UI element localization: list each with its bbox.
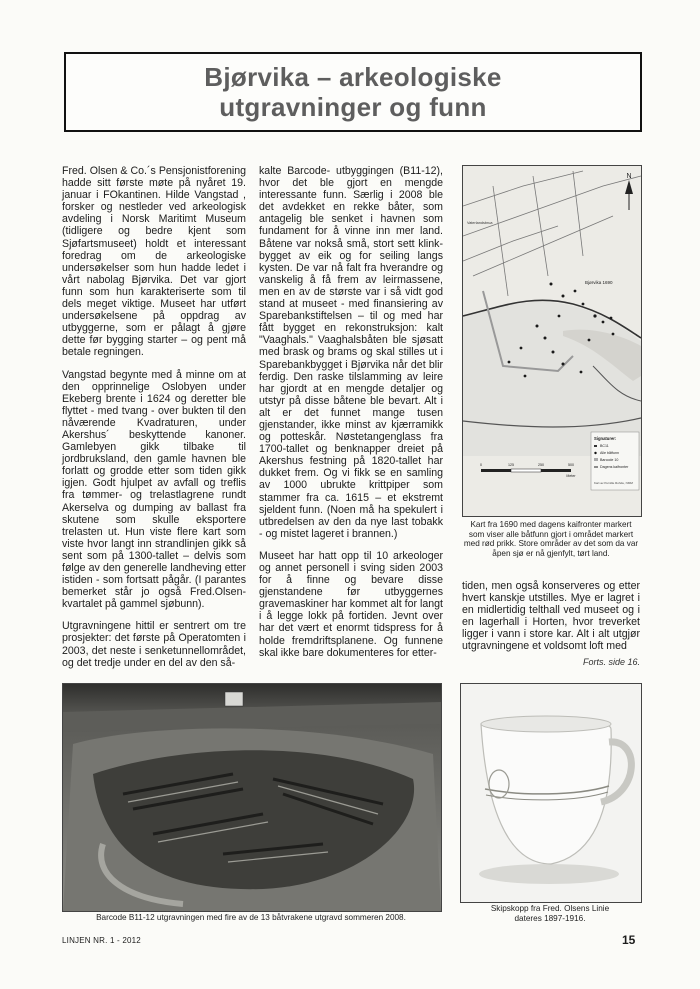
svg-text:0: 0 (480, 463, 482, 467)
historic-map (462, 165, 642, 517)
map-caption: Kart fra 1690 med dagens kaifronter markert som viser alle båtfunn gjort i området markert med rød prikk. Store områder av det som da var åpen sjø er nå gjenfylt, tørt land. (463, 520, 639, 558)
text-column-2 (259, 165, 443, 669)
article-title-line-2: utgravninger og funn (219, 92, 487, 122)
excavation-photo (62, 683, 442, 912)
page-number: 15 (622, 933, 636, 947)
map-label-side: Vaterlandsbrua (467, 221, 493, 225)
legend-title: Signaturer: (594, 436, 617, 441)
cup-caption-line-1: Skipskopp fra Fred. Olsens Linie (490, 904, 610, 913)
text-column-3 (462, 580, 640, 653)
cup-caption (460, 904, 640, 923)
text-column-1 (62, 165, 246, 679)
article-title-line-1: Bjørvika – arkeologiske (204, 62, 502, 92)
cup-image (461, 684, 641, 902)
title-box (64, 52, 642, 132)
publication-footer: LINJEN NR. 1 - 2012 (62, 936, 141, 945)
map-image (463, 166, 641, 516)
map-credit: Kart av Pernille Rohde, NMM (594, 481, 633, 485)
legend-item: BC11 (600, 444, 609, 448)
svg-text:250: 250 (538, 463, 544, 467)
compass-label: N (626, 173, 632, 180)
svg-text:500: 500 (568, 463, 574, 467)
paragraph: Fred. Olsen & Co.´s Pensjonistforening hadde sitt første møte på nyåret 19. januar i FOkantinen. Hilde Vangstad , forsker og nestleder ved arkeologisk avdeling i Norsk Maritimt Museum (tidligere og bedre kjent som Sjøfartsmuseet) holdt et interessant foredrag om de arkeologiske undersøkelser som hun hadde ledet i vårt nabolag Bjørvika. Det var gjort funn som hun karakteriserte som til dels meget viktige. Museet har utført undersøkelsene på oppdrag av utbyggerne, som er pålagt å gjøre dette før bygging starter – og pent må betale regningen. (62, 165, 246, 359)
map-label-bjorvika: Bjørvika 1690 (585, 280, 613, 285)
legend-item: Dagens kaifronter (600, 465, 629, 469)
paragraph: Utgravningene hittil er sentrert om tre prosjekter: det første på Operatomten i 2003, det neste i senketunnellområdet, og det tredje under en del av den så- (62, 620, 246, 669)
svg-text:Meter: Meter (566, 474, 576, 478)
legend-item: Alle båtfunn (600, 451, 619, 455)
paragraph: Museet har hatt opp til 10 arkeologer og annet personell i sving siden 2003 for å finne og bevare disse gjenstandene før utbyggernes gravemaskiner har kommet alt for langt i å legge lokk på fortiden. Jevnt over har det vært et enormt tidspress for å holde fremdriftsplanene. Og funnene skal ikke bare dokumenteres for etter- (259, 549, 443, 659)
excavation-image (63, 684, 441, 911)
paragraph: kalte Barcode- utbyggingen (B11-12), hvor det ble gjort en mengde interessante funn. Særlig i 2008 ble det avdekket en rekke båter, som antagelig ble senket i havnen som fundament for å vinne inn mer land. Båtene var nokså små, stort sett klink-bygget av eik og for seiling langs kysten. De var nå falt fra hverandre og vanskelig å få frem av leirmassene, men en av de største var i så vidt god stand at museet - med finansiering av Sparebankstiftelsen – til og med har fått bygget en rekonstruksjon: kalt "Vaaghals." Vaaghalsbåten ble sjøsatt med brask og brams og skal stilles ut i Sparebankbygget i Bjørvika når det blir ferdig. Den raske tilslamming av leire har gjordt at en mengde detaljer og utstyr på disse båtene ble bevart. Alt i alt er det funnet mange tusen gjenstander, ikke minst av kjærramikk og potteskår. Nøstetangenglass fra 1700-tallet og benknapper dreiet på Akershus festning på 1820-tallet har dukket frem. Og vi fikk se en samling av 1000 ubrukte krittpiper som stammer fra ca. 1615 – et ekstremt sjeldent funn. (Noen må ha spekulert i utbredelsen av den da nye last tobakk - og mistet lageret i brannen.) (259, 165, 443, 540)
paragraph: Vangstad begynte med å minne om at den opprinnelige Oslobyen under Ekeberg brente i 1624 og deretter ble flyttet - med tvang - over bukten til den nåværende Kvadraturen, under Akershus´ beskyttende kanoner. Gamlebyen gikk tilbake til jordbruksland, den gamle havnen ble forlatt og grodde etter som tiden gikk igjen. Godt hjulpet av avfall og treflis fra tømmer- og trelastlagrene rundt Akerselva og dumping av ballast fra skutene som skulle eksportere trelasten ut. Hun viste flere kart som viste hvor langt inn strandlinjen gikk så sent som på 1300-tallet – delvis som følge av den generelle landheving etter istiden - som fortsatt pågår. (I parantes bemerket står jo også Fred.Olsen-kvartalet på gammel sjøbunn). (62, 368, 246, 611)
cup-photo (460, 683, 642, 903)
paragraph: tiden, men også konserveres og etter hvert kanskje utstilles. Mye er lagret i en midlertidig telthall ved museet og i en lagerhall i Horten, hvor treverket ligger i vann i store kar. Alt i alt utgjør utgravningene et voldsomt loft med (462, 580, 640, 653)
cup-caption-line-2: dateres 1897-1916. (514, 913, 586, 923)
svg-text:125: 125 (508, 463, 514, 467)
map-legend (591, 432, 639, 490)
excavation-caption: Barcode B11-12 utgravningen med fire av de 13 båtvrakene utgravd sommeren 2008. (96, 913, 406, 922)
continued-note: Forts. side 16. (582, 657, 640, 667)
legend-item: Barcode 10 (600, 458, 619, 462)
